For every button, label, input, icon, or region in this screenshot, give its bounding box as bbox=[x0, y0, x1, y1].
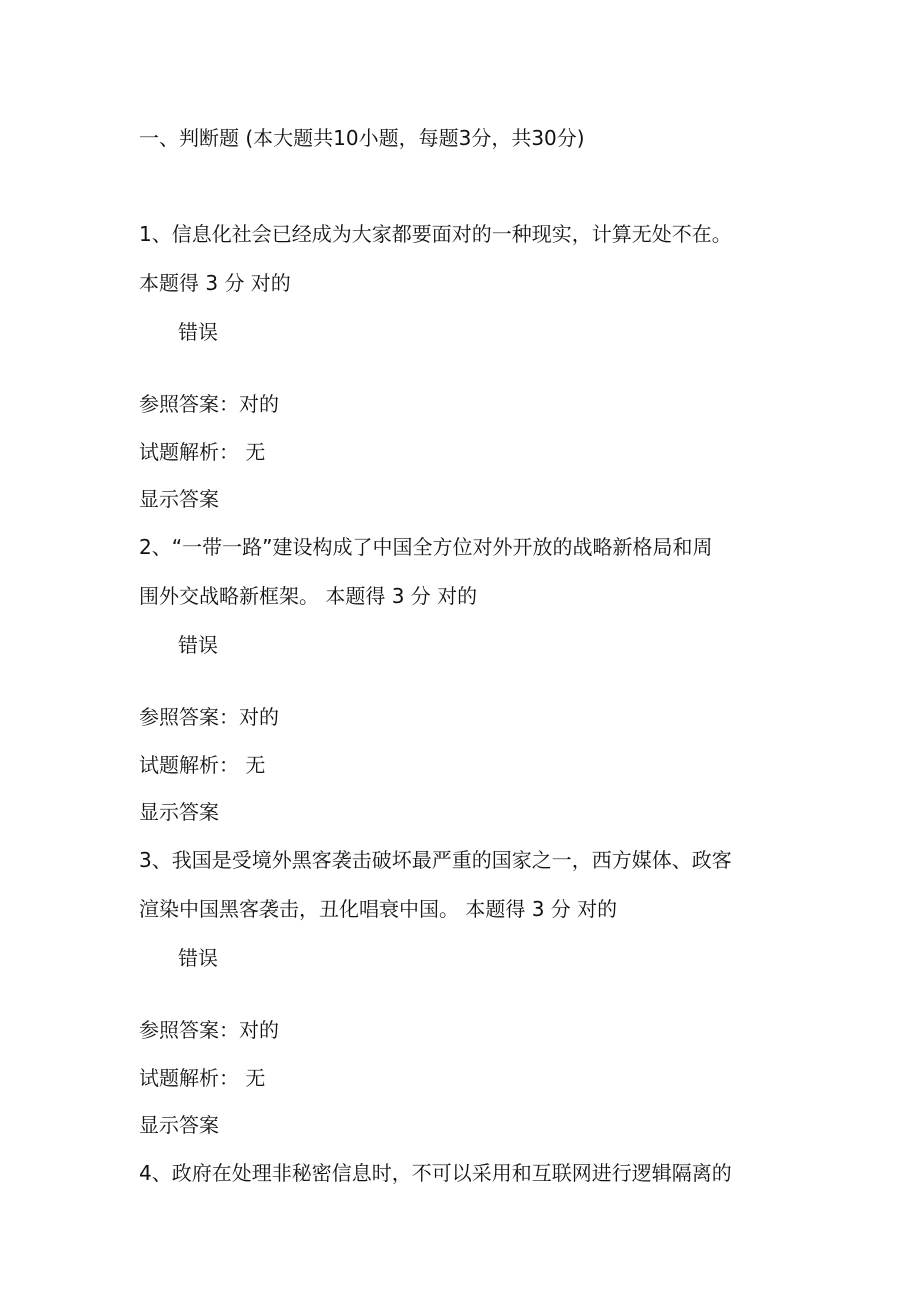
question-3-analysis: 试题解析： 无 bbox=[139, 1066, 266, 1090]
question-2-reference-answer: 参照答案：对的 bbox=[139, 705, 279, 729]
question-1-option-wrong: 错误 bbox=[178, 320, 218, 344]
section-title: 一、判断题 (本大题共10小题，每题3分，共30分) bbox=[139, 126, 585, 150]
question-2-show-answer: 显示答案 bbox=[139, 800, 219, 824]
question-2-text: 2、“一带一路”建设构成了中国全方位对外开放的战略新格局和周 bbox=[139, 535, 713, 559]
question-4-text: 4、政府在处理非秘密信息时，不可以采用和互联网进行逻辑隔离的 bbox=[139, 1161, 732, 1185]
question-1-analysis: 试题解析： 无 bbox=[139, 440, 266, 464]
question-1-text: 1、信息化社会已经成为大家都要面对的一种现实，计算无处不在。 bbox=[139, 222, 732, 246]
question-3-option-wrong: 错误 bbox=[178, 946, 218, 970]
question-3-text: 3、我国是受境外黑客袭击破坏最严重的国家之一，西方媒体、政客 bbox=[139, 848, 732, 872]
question-1-show-answer: 显示答案 bbox=[139, 487, 219, 511]
question-3-show-answer: 显示答案 bbox=[139, 1113, 219, 1137]
question-2-option-wrong: 错误 bbox=[178, 633, 218, 657]
question-1-reference-answer: 参照答案：对的 bbox=[139, 392, 279, 416]
question-3-text-cont: 渲染中国黑客袭击，丑化唱衰中国。 本题得 3 分 对的 bbox=[139, 897, 618, 921]
question-2-analysis: 试题解析： 无 bbox=[139, 753, 266, 777]
question-2-text-cont: 围外交战略新框架。 本题得 3 分 对的 bbox=[139, 584, 478, 608]
question-3-reference-answer: 参照答案：对的 bbox=[139, 1018, 279, 1042]
question-1-score-line: 本题得 3 分 对的 bbox=[139, 271, 291, 295]
